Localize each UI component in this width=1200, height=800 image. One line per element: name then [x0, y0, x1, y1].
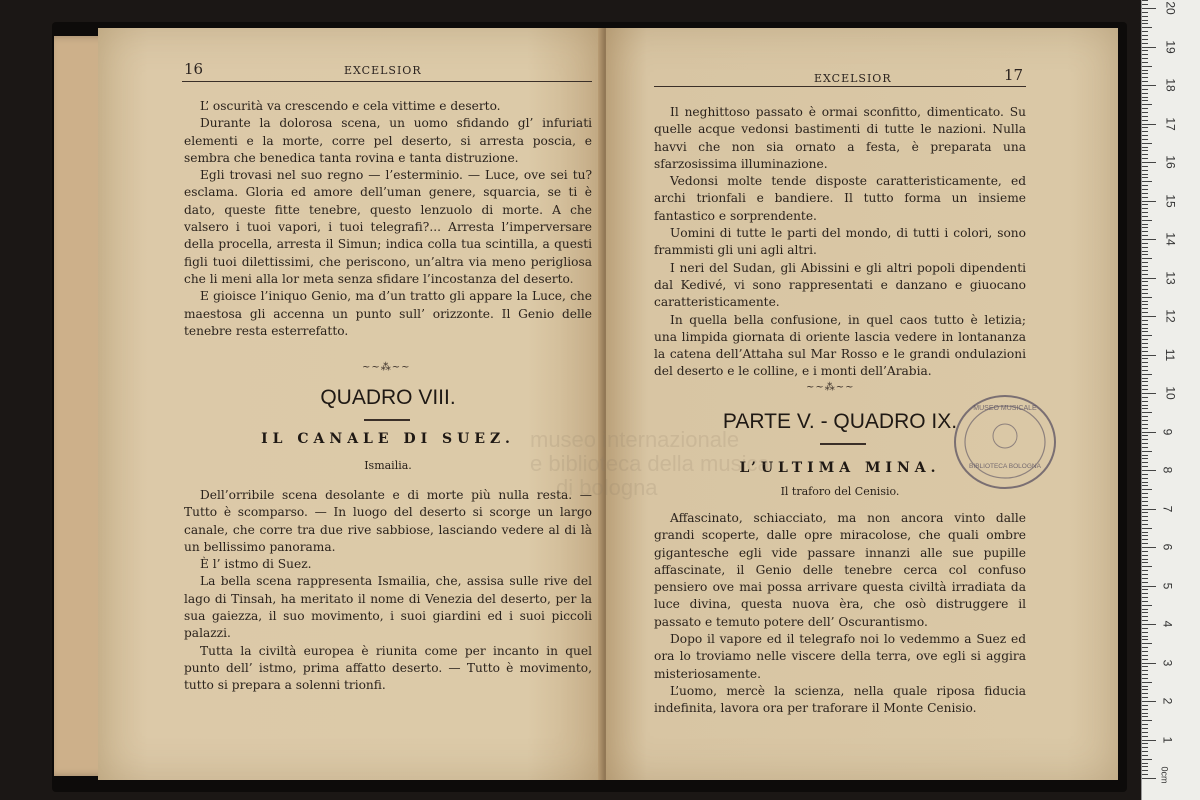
ruler-tick — [1142, 778, 1156, 779]
ruler-tick — [1142, 116, 1148, 117]
ruler-tick — [1142, 578, 1148, 579]
ruler-tick — [1142, 589, 1148, 590]
ruler-label: 20 — [1163, 1, 1178, 15]
ruler-tick — [1142, 435, 1148, 436]
ruler-tick — [1142, 389, 1148, 390]
ruler-tick — [1142, 755, 1148, 756]
ruler-tick — [1142, 4, 1148, 5]
ruler-tick — [1142, 547, 1156, 548]
ruler-tick — [1142, 412, 1152, 413]
ruler-tick — [1142, 509, 1156, 510]
ruler-tick — [1142, 297, 1152, 298]
ruler-tick — [1142, 50, 1148, 51]
ruler-label: 18 — [1163, 78, 1178, 92]
ruler-tick — [1142, 251, 1148, 252]
ruler-tick — [1142, 320, 1148, 321]
ruler-tick — [1142, 632, 1148, 633]
ruler-tick — [1142, 408, 1148, 409]
ruler-tick — [1142, 474, 1148, 475]
ruler-tick — [1142, 724, 1148, 725]
ruler-label: 11 — [1163, 348, 1178, 361]
ruler-tick — [1142, 177, 1148, 178]
ruler-label: 10 — [1163, 386, 1178, 400]
ruler-label: 7 — [1160, 505, 1175, 512]
ruler-tick — [1142, 258, 1152, 259]
ruler-tick — [1142, 609, 1148, 610]
ruler-tick — [1142, 274, 1148, 275]
right-text-bottom — [654, 510, 1026, 718]
watermark-line: e biblioteca della musica — [530, 451, 770, 476]
left-page-number: 16 — [184, 60, 204, 78]
ruler-tick — [1142, 31, 1148, 32]
ruler-tick — [1142, 289, 1148, 290]
ruler-tick — [1142, 601, 1148, 602]
ruler-tick — [1142, 77, 1148, 78]
ruler-tick — [1142, 766, 1148, 767]
ruler-tick — [1142, 458, 1148, 459]
ruler-tick — [1142, 736, 1148, 737]
ruler-tick — [1142, 70, 1148, 71]
ornament-divider: ~~⁂~~ — [362, 362, 411, 373]
paragraph: Egli trovasi nel suo regno — l’esterminio. — Luce, ove sei tu? esclama. Gloria ed amore dell’uman genere, squarcia, se ti è dato, queste fitte tenebre, questo lenzuolo di morte. A che valsero i tuoi vapori, i tuoi telegrafi?... Arresta l’imperversare della procella, arresta il Simun; indica colla tua scintilla, a questi figli tuoi dilettissimi, che periscono, un’altra via meno perigliosa che li meni alla lor meta senza sfidare l’incostanza del deserto. — [184, 168, 592, 286]
ruler-tick — [1142, 559, 1148, 560]
ruler-tick — [1142, 720, 1152, 721]
ruler-tick — [1142, 112, 1148, 113]
ruler-tick — [1142, 493, 1148, 494]
ruler-tick — [1142, 243, 1148, 244]
ruler-tick — [1142, 27, 1152, 28]
section-title: IL CANALE DI SUEZ. — [261, 431, 515, 447]
ruler-tick — [1142, 612, 1148, 613]
ruler-tick — [1142, 100, 1148, 101]
ruler-tick — [1142, 170, 1148, 171]
ruler-tick — [1142, 759, 1152, 760]
ruler-tick — [1142, 535, 1148, 536]
ruler-tick — [1142, 39, 1148, 40]
ruler-tick — [1142, 709, 1148, 710]
ruler-tick — [1142, 643, 1152, 644]
right-running-head: EXCELSIOR — [814, 72, 892, 85]
ruler-tick — [1142, 713, 1148, 714]
section-heading: QUADRO VIII. — [320, 386, 456, 409]
ruler-tick — [1142, 740, 1156, 741]
ruler-tick — [1142, 304, 1148, 305]
ruler-tick — [1142, 416, 1148, 417]
ruler-tick — [1142, 401, 1148, 402]
ruler-tick — [1142, 174, 1148, 175]
ruler-label: 5 — [1160, 582, 1175, 589]
ruler-tick — [1142, 686, 1148, 687]
ruler-label: 12 — [1163, 309, 1178, 323]
paragraph: L’ oscurità va crescendo e cela vittime e deserto. — [200, 99, 501, 113]
ruler-tick — [1142, 104, 1152, 105]
ruler-tick — [1142, 189, 1148, 190]
ruler-tick — [1142, 570, 1148, 571]
ruler-tick — [1142, 666, 1148, 667]
ruler-tick — [1142, 428, 1148, 429]
paragraph: Vedonsi molte tende disposte caratteristicamente, ed archi trionfali e bandiere. Il tutto forma un insieme fantastico e sorprendente. — [654, 174, 1026, 223]
ruler-tick — [1142, 266, 1148, 267]
ruler-tick — [1142, 139, 1148, 140]
ruler-tick — [1142, 343, 1148, 344]
ruler-tick — [1142, 532, 1148, 533]
ruler-tick — [1142, 204, 1148, 205]
paragraph: I neri del Sudan, gli Abissini e gli altri popoli dipendenti dal Kedivé, vi sono rappresentati e danzano e giuocano caratteristicamente. — [654, 260, 1026, 310]
ruler-tick — [1142, 62, 1148, 63]
ruler-tick — [1142, 566, 1152, 567]
ruler-tick — [1142, 239, 1156, 240]
ruler-tick — [1142, 405, 1148, 406]
ruler-label: 19 — [1163, 39, 1178, 54]
ruler-label: 14 — [1163, 232, 1178, 246]
ruler-tick — [1142, 716, 1148, 717]
ruler-tick — [1142, 543, 1148, 544]
ruler-tick — [1142, 605, 1152, 606]
ruler-tick — [1142, 127, 1148, 128]
ruler-tick — [1142, 324, 1148, 325]
ruler-tick — [1142, 193, 1148, 194]
stamp-text-bottom: BIBLIOTECA BOLOGNA — [969, 463, 1041, 470]
ruler-tick — [1142, 227, 1148, 228]
ruler-tick — [1142, 16, 1148, 17]
ruler-tick — [1142, 331, 1148, 332]
ruler-tick — [1142, 308, 1148, 309]
ruler-tick — [1142, 655, 1148, 656]
ruler-label: 2 — [1160, 697, 1175, 705]
ruler-tick — [1142, 120, 1148, 121]
ruler-tick — [1142, 124, 1156, 125]
watermark-line: museo internazionale — [530, 427, 740, 452]
right-page-number: 17 — [1004, 66, 1024, 84]
ruler-tick — [1142, 85, 1156, 86]
ruler-tick — [1142, 58, 1148, 59]
ruler-tick — [1142, 516, 1148, 517]
paragraph: La bella scena rappresenta Ismailia, che, assisa sulle rive del lago di Tinsah, ha meritato il nome di Venezia del deserto, per la sua gaiezza, il suo movimento, i suoi giardini ed i suoi piccoli palazzi. — [184, 574, 592, 641]
ruler-tick — [1142, 628, 1148, 629]
ruler-tick — [1142, 339, 1148, 340]
paragraph: Durante la dolorosa scena, un uomo sfidando gl’ infuriati elementi e la morte, corre pel deserto, si arresta poscia, e sembra che benedica tanta rovina e tanta distruzione. — [184, 116, 592, 165]
ruler-tick — [1142, 651, 1148, 652]
ruler-tick — [1142, 381, 1148, 382]
ruler-tick — [1142, 231, 1148, 232]
ruler-tick — [1142, 682, 1152, 683]
ruler-tick — [1142, 374, 1152, 375]
ruler-tick — [1142, 447, 1148, 448]
ruler-tick — [1142, 93, 1148, 94]
ruler-tick — [1142, 455, 1148, 456]
ruler-label: 17 — [1163, 116, 1178, 131]
ruler-tick — [1142, 462, 1148, 463]
ruler-tick — [1142, 593, 1148, 594]
ruler-tick — [1142, 597, 1148, 598]
ruler-tick — [1142, 97, 1148, 98]
paragraph: Affascinato, schiacciato, ma non ancora vinto dalle grandi scoperte, dalle opre miracolose, che quali ombre gigantesche egli vide passare innanzi alle sue pupille affascinate, il Genio delle tenebre cerca col confuso pensiero ove mai possa arrivare questa civiltà irradiata da luce divina, questa nuova èra, che osò distruggere il passato e temuto potere dell’ Oscurantismo. — [654, 511, 1026, 629]
ruler-tick — [1142, 763, 1148, 764]
ruler-tick — [1142, 358, 1148, 359]
ruler-tick — [1142, 420, 1148, 421]
ruler-tick — [1142, 485, 1148, 486]
ruler-tick — [1142, 770, 1148, 771]
ruler-tick — [1142, 505, 1148, 506]
ruler-tick — [1142, 247, 1148, 248]
ruler-tick — [1142, 551, 1148, 552]
ruler-tick — [1142, 432, 1156, 433]
ruler-tick — [1142, 562, 1148, 563]
stamp-text-top: MUSEO MUSICALE — [973, 405, 1037, 412]
ruler-tick — [1142, 208, 1148, 209]
section-subtitle: Ismailia. — [364, 459, 412, 472]
ruler-tick — [1142, 312, 1148, 313]
ruler-tick — [1142, 501, 1148, 502]
ruler-tick — [1142, 639, 1148, 640]
left-running-head: EXCELSIOR — [344, 64, 422, 77]
ruler-tick — [1142, 586, 1156, 587]
ruler-tick — [1142, 751, 1148, 752]
ruler-tick — [1142, 254, 1148, 255]
ruler-tick — [1142, 20, 1148, 21]
ruler-tick — [1142, 8, 1156, 9]
paragraph: Uomini di tutte le parti del mondo, di tutti i colori, sono frammisti gli uni agli altri. — [654, 226, 1026, 258]
ruler-label: 9 — [1160, 428, 1175, 435]
ruler-tick — [1142, 43, 1148, 44]
ruler-tick — [1142, 212, 1148, 213]
ruler-tick — [1142, 393, 1156, 394]
ruler-tick — [1142, 220, 1152, 221]
ruler-tick — [1142, 166, 1148, 167]
right-text-top — [654, 104, 1026, 381]
ornament-divider: ~~⁂~~ — [806, 382, 855, 393]
watermark-line: di bologna — [556, 475, 658, 500]
ruler-tick — [1142, 728, 1148, 729]
ruler-tick — [1142, 397, 1148, 398]
ruler-tick — [1142, 66, 1152, 67]
paragraph: Dell’orribile scena desolante e di morte più nulla resta. — Tutto è scomparso. — In luogo del deserto si scorge un largo canale, che corre tra due rive sabbiose, lasciando vedere al di là un bellissimo panorama. — [184, 488, 592, 554]
paragraph: Il neghittoso passato è ormai sconfitto, dimenticato. Su quelle acque vedonsi bastimenti di tutte le nazioni. Nulla havvi che non sia ornato a festa, è preparata una sfarzosissima illuminazione. — [654, 105, 1026, 171]
ruler-tick — [1142, 747, 1148, 748]
ruler-label: 13 — [1163, 270, 1178, 285]
ruler-tick — [1142, 439, 1148, 440]
ruler-tick — [1142, 81, 1148, 82]
ruler-tick — [1142, 743, 1148, 744]
paragraph: L’uomo, mercè la scienza, nella quale riposa fiducia indefinita, lavora ora per traforare il Monte Cenisio. — [654, 683, 1026, 716]
ruler-tick — [1142, 197, 1148, 198]
ruler-tick — [1142, 451, 1152, 452]
section-subtitle: Il traforo del Cenisio. — [780, 485, 900, 498]
ruler-tick — [1142, 143, 1152, 144]
ruler-tick — [1142, 12, 1148, 13]
ruler-tick — [1142, 0, 1148, 1]
ruler-tick — [1142, 466, 1148, 467]
library-stamp — [952, 392, 1058, 492]
ruler-tick — [1142, 478, 1148, 479]
left-page — [98, 28, 603, 780]
ruler-tick — [1142, 262, 1148, 263]
ruler-tick — [1142, 647, 1148, 648]
ruler-tick — [1142, 616, 1148, 617]
ruler-label: 1 — [1160, 736, 1175, 743]
ruler-label: 4 — [1160, 620, 1175, 628]
ruler-tick — [1142, 385, 1148, 386]
ruler-tick — [1142, 489, 1152, 490]
ruler-tick — [1142, 366, 1148, 367]
ruler-tick — [1142, 347, 1148, 348]
ruler-tick — [1142, 185, 1148, 186]
ruler-tick — [1142, 47, 1156, 48]
ruler-tick — [1142, 370, 1148, 371]
ruler-tick — [1142, 443, 1148, 444]
section-title: L’ULTIMA MINA. — [739, 460, 941, 476]
ruler-tick — [1142, 424, 1148, 425]
ruler-tick — [1142, 670, 1148, 671]
paragraph: Dopo il vapore ed il telegrafo noi lo vedemmo a Suez ed ora lo troviamo nelle viscere della terra, ove egli si aggira misteriosamente. — [654, 632, 1026, 681]
heading-rule — [364, 419, 410, 421]
ruler-tick — [1142, 201, 1156, 202]
ruler-tick — [1142, 674, 1148, 675]
ruler-tick — [1142, 524, 1148, 525]
ruler-tick — [1142, 224, 1148, 225]
section-heading: PARTE V. - QUADRO IX. — [722, 410, 958, 433]
ruler-tick — [1142, 659, 1148, 660]
ruler-tick — [1142, 335, 1152, 336]
paragraph: Tutta la civiltà europea è riunita come per incanto in quel punto dell’ istmo, prima affatto deserto. — Tutto è movimento, tutto si prepara a solenni trionfi. — [184, 643, 592, 693]
ruler-tick — [1142, 54, 1148, 55]
left-text-bottom — [184, 487, 592, 695]
ruler-tick — [1142, 624, 1156, 625]
library-watermark — [530, 428, 770, 500]
ruler-tick — [1142, 301, 1148, 302]
ruler-tick — [1142, 512, 1148, 513]
ruler-tick — [1142, 482, 1148, 483]
ruler-tick — [1142, 351, 1148, 352]
ruler-tick — [1142, 378, 1148, 379]
ruler-tick — [1142, 73, 1148, 74]
ruler-tick — [1142, 162, 1156, 163]
paragraph: In quella bella confusione, in quel caos tutto è letizia; una limpida giornata di oriente lascia vedere in lontananza la catena dell’Attaha sul Mar Rosso e le grandi ondulazioni del deserto e le colline, e i monti dell’Arabia. — [654, 312, 1026, 379]
ruler-tick — [1142, 281, 1148, 282]
measurement-ruler — [1141, 0, 1200, 800]
ruler-tick — [1142, 158, 1148, 159]
left-text-top — [184, 98, 592, 340]
ruler-label: 6 — [1160, 543, 1175, 551]
ruler-tick — [1142, 732, 1148, 733]
ruler-tick — [1142, 555, 1148, 556]
ruler-tick — [1142, 574, 1148, 575]
ruler-tick — [1142, 154, 1148, 155]
paragraph: È l’ istmo di Suez. — [200, 557, 312, 572]
ruler-tick — [1142, 701, 1156, 702]
ruler-tick — [1142, 23, 1148, 24]
ruler-tick — [1142, 181, 1152, 182]
ruler-label: 15 — [1163, 193, 1178, 208]
ruler-tick — [1142, 135, 1148, 136]
ruler-tick — [1142, 362, 1148, 363]
ruler-unit: 0cm — [1159, 766, 1170, 784]
ruler-tick — [1142, 663, 1156, 664]
ruler-tick — [1142, 316, 1156, 317]
ruler-tick — [1142, 697, 1148, 698]
ruler-tick — [1142, 582, 1148, 583]
ruler-tick — [1142, 147, 1148, 148]
ruler-tick — [1142, 278, 1156, 279]
paragraph: E gioisce l’iniquo Genio, ma d’un tratto gli appare la Luce, che maestosa gli accenna un punto sull’ orizzonte. Il Genio delle tenebre resta esterrefatto. — [184, 289, 592, 338]
ruler-tick — [1142, 328, 1148, 329]
ruler-tick — [1142, 678, 1148, 679]
ruler-tick — [1142, 497, 1148, 498]
ruler-tick — [1142, 539, 1148, 540]
ruler-tick — [1142, 89, 1148, 90]
ruler-tick — [1142, 528, 1152, 529]
ruler-tick — [1142, 774, 1148, 775]
left-header-rule — [182, 81, 592, 82]
ruler-tick — [1142, 520, 1148, 521]
ruler-tick — [1142, 108, 1148, 109]
ruler-tick — [1142, 620, 1148, 621]
ruler-tick — [1142, 216, 1148, 217]
ruler-tick — [1142, 705, 1148, 706]
ruler-tick — [1142, 693, 1148, 694]
ruler-tick — [1142, 285, 1148, 286]
ruler-tick — [1142, 270, 1148, 271]
ruler-label: 16 — [1163, 155, 1178, 169]
ruler-tick — [1142, 689, 1148, 690]
ruler-tick — [1142, 35, 1148, 36]
ruler-label: 3 — [1160, 659, 1175, 666]
ruler-tick — [1142, 150, 1148, 151]
heading-rule — [820, 443, 866, 445]
ruler-tick — [1142, 355, 1156, 356]
ruler-label: 8 — [1160, 466, 1175, 474]
right-header-rule — [654, 86, 1026, 87]
ruler-tick — [1142, 293, 1148, 294]
ruler-tick — [1142, 131, 1148, 132]
ruler-tick — [1142, 636, 1148, 637]
ruler-tick — [1142, 470, 1156, 471]
ruler-tick — [1142, 235, 1148, 236]
